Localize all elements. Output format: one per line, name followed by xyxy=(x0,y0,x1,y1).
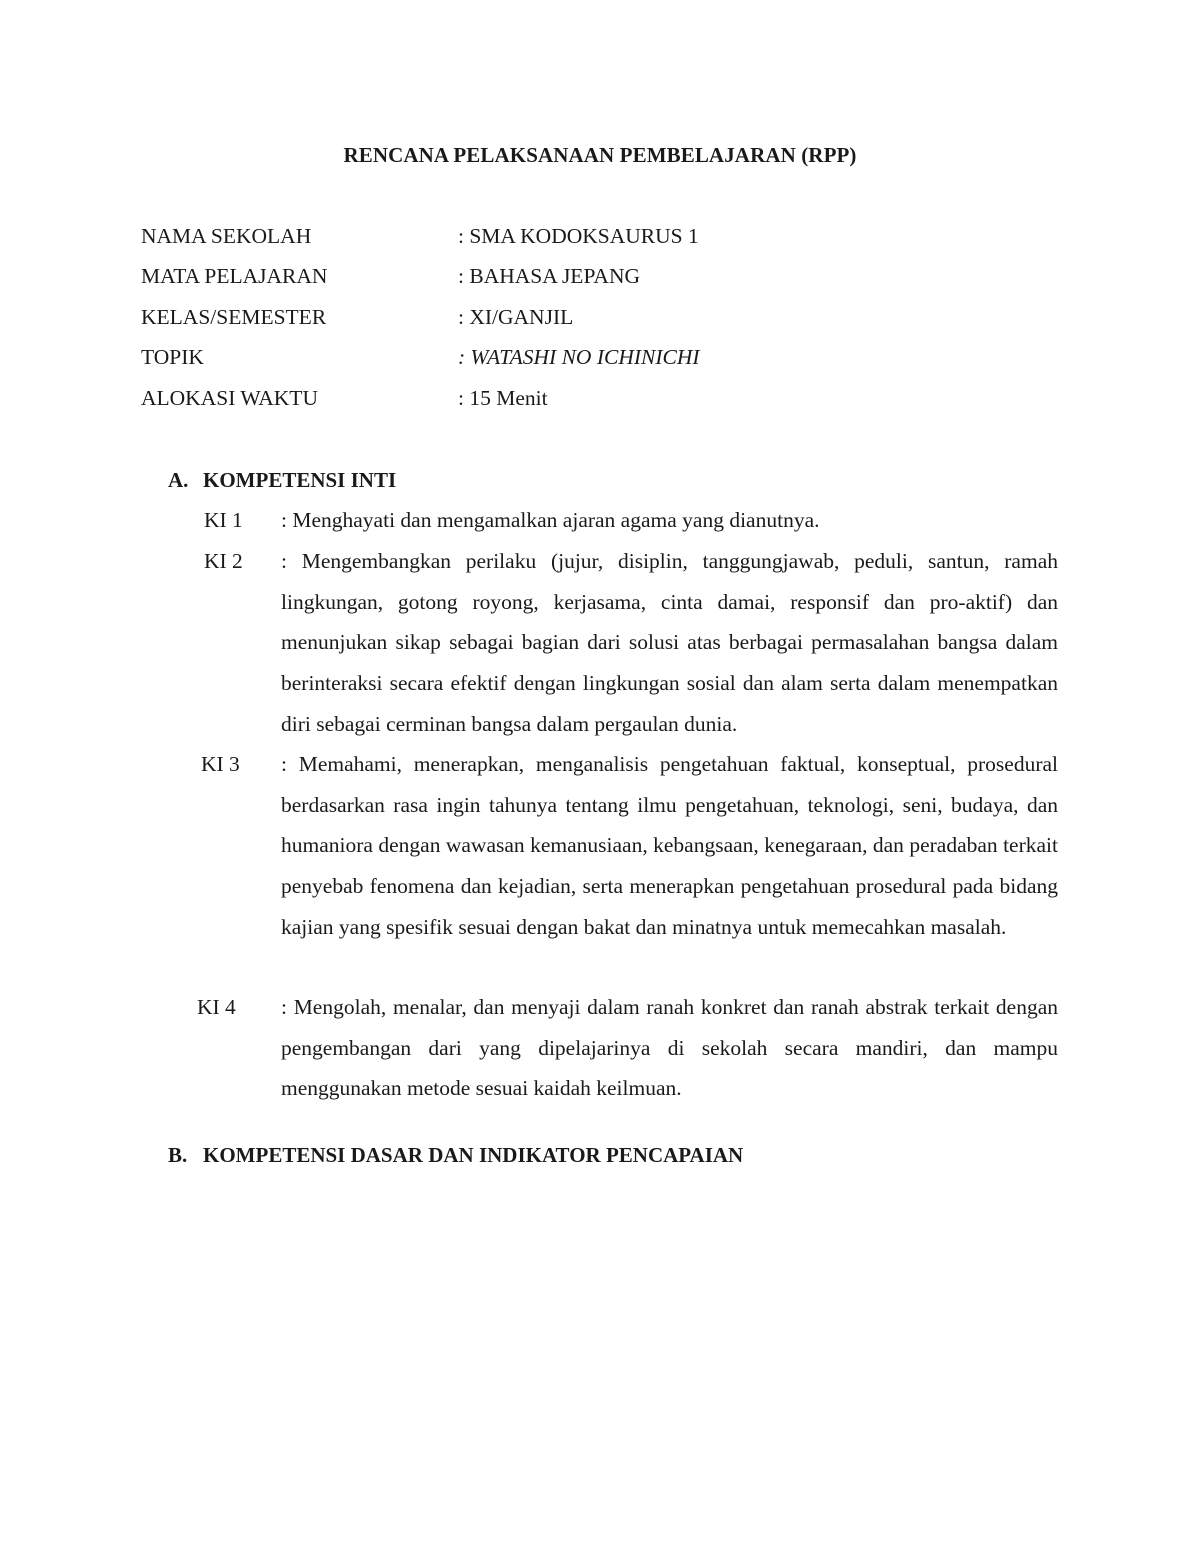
info-row-subject xyxy=(141,264,841,294)
ki-text-2: : Mengembangkan perilaku (jujur, disiplin, tanggungjawab, peduli, santun, ramah lingkungan, gotong royong, kerjasama, cinta damai, responsif dan pro-aktif) dan menunjukan sikap sebagai bagian dari solusi atas berbagai permasalahan bangsa dalam berinteraksi secara efektif dengan lingkungan sosial dan alam serta dalam menempatkan diri sebagai cerminan bangsa dalam pergaulan dunia. xyxy=(281,549,1058,736)
ki-label-4: KI 4 xyxy=(197,995,236,1019)
ki-text-1: : Menghayati dan mengamalkan ajaran agama yang dianutnya. xyxy=(281,508,820,532)
section-title: KOMPETENSI INTI xyxy=(203,468,397,492)
info-row-class-semester xyxy=(141,305,841,335)
ki-text-3: : Memahami, menerapkan, menganalisis pengetahuan faktual, konseptual, prosedural berdasarkan rasa ingin tahunya tentang ilmu pengetahuan, teknologi, seni, budaya, dan humaniora dengan wawasan kemanusiaan, kebangsaan, kenegaraan, dan peradaban terkait penyebab fenomena dan kejadian, serta menerapkan pengetahuan prosedural pada bidang kajian yang spesifik sesuai dengan bakat dan minatnya untuk memecahkan masalah. xyxy=(281,752,1058,939)
info-value: : SMA KODOKSAURUS 1 xyxy=(458,224,699,248)
info-row-school xyxy=(141,224,841,254)
section-b-heading xyxy=(168,1143,743,1168)
section-letter: A. xyxy=(168,468,189,492)
info-label: NAMA SEKOLAH xyxy=(141,224,312,248)
ki-label-1: KI 1 xyxy=(204,508,243,532)
info-value: : XI/GANJIL xyxy=(458,305,574,329)
ki-text-4: : Mengolah, menalar, dan menyaji dalam ranah konkret dan ranah abstrak terkait dengan pengembangan dari yang dipelajarinya di sekolah secara mandiri, dan mampu menggunakan metode sesuai kaidah keilmuan. xyxy=(281,995,1058,1101)
info-row-time xyxy=(141,386,841,416)
info-label: TOPIK xyxy=(141,345,204,369)
info-value: : 15 Menit xyxy=(458,386,548,410)
section-a-heading xyxy=(168,468,396,493)
info-value: : WATASHI NO ICHINICHI xyxy=(458,345,700,369)
document-title: RENCANA PELAKSANAAN PEMBELAJARAN (RPP) xyxy=(343,143,857,167)
info-label: MATA PELAJARAN xyxy=(141,264,328,288)
info-label: ALOKASI WAKTU xyxy=(141,386,318,410)
section-letter: B. xyxy=(168,1143,188,1167)
info-label: KELAS/SEMESTER xyxy=(141,305,327,329)
info-row-topic xyxy=(141,345,841,375)
ki-label-3: KI 3 xyxy=(201,752,240,776)
info-value: : BAHASA JEPANG xyxy=(458,264,641,288)
section-title: KOMPETENSI DASAR DAN INDIKATOR PENCAPAIAN xyxy=(203,1143,744,1167)
ki-label-2: KI 2 xyxy=(204,549,243,573)
